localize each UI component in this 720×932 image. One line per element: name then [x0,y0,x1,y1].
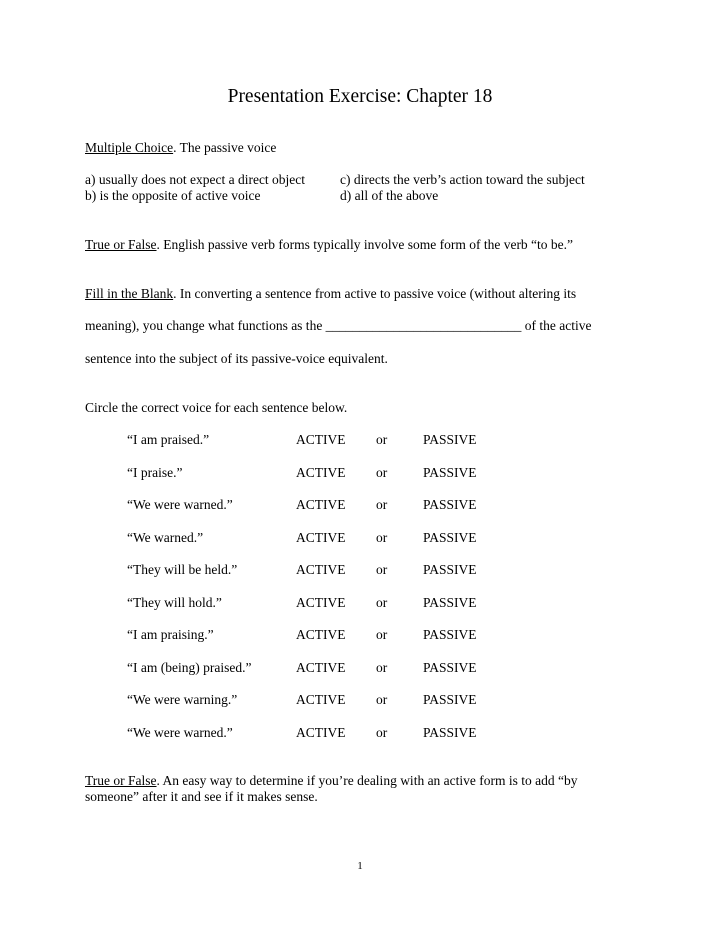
or-label: or [376,464,388,480]
voice-row [0,725,720,741]
voice-sentence: “They will be held.” [127,562,238,577]
voice-sentence: “We warned.” [127,529,204,545]
voice-sentence: “They will hold.” [127,594,222,610]
active-choice[interactable]: ACTIVE [296,464,346,480]
passive-choice[interactable]: PASSIVE [423,724,477,740]
passive-choice[interactable]: PASSIVE [423,497,477,512]
true-false-label-1: True or False [85,237,157,252]
voice-sentence: “I praise.” [127,464,183,480]
or-label: or [376,627,388,642]
true-false-question-2-line-1: True or False. An easy way to determine if you’re dealing with an active form is to add “by [85,773,578,788]
option-d: d) all of the above [340,188,439,203]
circle-instruction: Circle the correct voice for each sentence below. [85,400,348,415]
fill-blank-line-2: meaning), you change what functions as the _____________________________ of the active [85,318,592,333]
active-choice[interactable]: ACTIVE [296,724,346,740]
voice-row [0,660,720,676]
active-choice[interactable]: ACTIVE [296,562,346,577]
voice-row [0,562,720,578]
fill-blank-line-3: sentence into the subject of its passive-voice equivalent. [85,351,388,366]
fill-blank-line-1: Fill in the Blank. In converting a sentence from active to passive voice (without altering its [85,286,577,301]
active-choice[interactable]: ACTIVE [296,692,346,707]
active-choice[interactable]: ACTIVE [296,432,346,447]
page-title: Presentation Exercise: Chapter 18 [227,86,493,107]
true-false-question-1 [85,237,573,253]
active-choice[interactable]: ACTIVE [296,659,346,675]
multiple-choice-question [85,140,276,156]
or-label: or [376,724,388,740]
true-false-label-2: True or False [85,773,157,788]
multiple-choice-label: Multiple Choice [85,140,174,155]
passive-choice[interactable]: PASSIVE [423,594,477,610]
passive-choice[interactable]: PASSIVE [423,659,477,675]
or-label: or [376,594,388,610]
option-a: a) usually does not expect a direct object [85,172,306,187]
voice-sentence: “We were warning.” [127,692,238,707]
active-choice[interactable]: ACTIVE [296,594,346,610]
active-choice[interactable]: ACTIVE [296,627,346,642]
passive-choice[interactable]: PASSIVE [423,432,477,447]
voice-row [0,595,720,611]
page-number: 1 [357,860,363,872]
multiple-choice-stem: . The passive voice [173,140,277,155]
voice-row [0,692,720,708]
passive-choice[interactable]: PASSIVE [423,529,477,545]
passive-choice[interactable]: PASSIVE [423,692,477,707]
voice-row [0,432,720,448]
or-label: or [376,497,388,512]
or-label: or [376,692,388,707]
or-label: or [376,529,388,545]
passive-choice[interactable]: PASSIVE [423,464,477,480]
passive-choice[interactable]: PASSIVE [423,562,477,577]
active-choice[interactable]: ACTIVE [296,497,346,512]
or-label: or [376,432,388,447]
voice-row [0,627,720,643]
or-label: or [376,659,388,675]
fill-blank-label: Fill in the Blank [85,286,174,301]
voice-sentence: “We were warned.” [127,497,233,512]
passive-choice[interactable]: PASSIVE [423,627,477,642]
voice-sentence: “I am (being) praised.” [127,659,252,675]
voice-row [0,497,720,513]
voice-sentence: “I am praised.” [127,432,210,447]
active-choice[interactable]: ACTIVE [296,529,346,545]
option-c: c) directs the verb’s action toward the subject [340,172,585,187]
or-label: or [376,562,388,577]
true-false-question-2-line-2: someone” after it and see if it makes sense. [85,789,318,804]
true-false-text-1: . English passive verb forms typically involve some form of the verb “to be.” [156,237,574,252]
voice-sentence: “I am praising.” [127,627,214,642]
voice-row [0,465,720,481]
voice-sentence: “We were warned.” [127,724,233,740]
option-b: b) is the opposite of active voice [85,188,261,203]
voice-row [0,530,720,546]
